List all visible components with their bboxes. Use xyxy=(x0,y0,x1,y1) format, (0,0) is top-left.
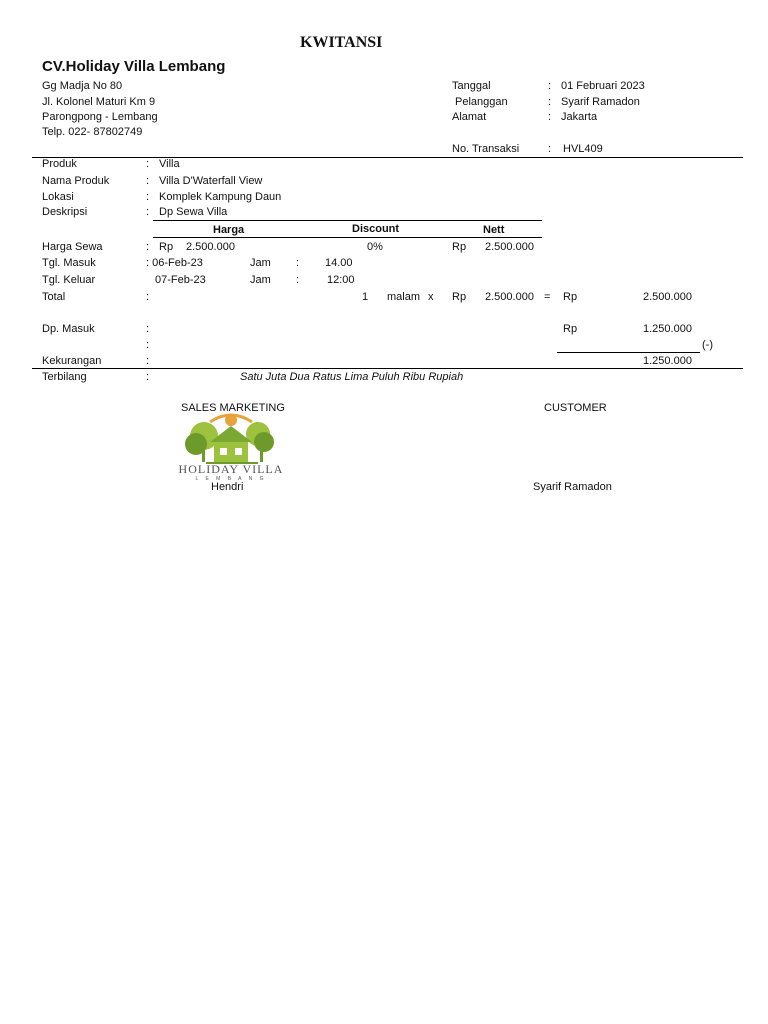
villa-house-icon xyxy=(176,410,286,466)
nett-value: 2.500.000 xyxy=(485,291,534,303)
tanggal-value: 01 Februari 2023 xyxy=(561,80,645,92)
colon: : xyxy=(146,371,150,383)
jam-label: Jam xyxy=(250,257,271,269)
nama-produk-label: Nama Produk xyxy=(42,175,110,187)
tgl-keluar-label: Tgl. Keluar xyxy=(42,274,96,286)
total-label: Total xyxy=(42,291,66,303)
subtraction-line xyxy=(557,352,700,353)
kekurangan-label: Kekurangan xyxy=(42,355,102,367)
table-top-line xyxy=(153,220,542,221)
colon: : xyxy=(146,191,150,203)
equals-sign: = xyxy=(544,291,551,303)
pelanggan-value: Syarif Ramadon xyxy=(561,96,640,108)
company-address-line: Gg Madja No 80 xyxy=(42,80,123,92)
company-address-line: Jl. Kolonel Maturi Km 9 xyxy=(42,96,156,108)
colon: : xyxy=(548,111,552,123)
colon: : xyxy=(548,143,552,155)
discount-header: Discount xyxy=(352,223,400,235)
company-address-line: Parongpong - Lembang xyxy=(42,111,158,123)
transaksi-value: HVL409 xyxy=(563,143,603,155)
colon: : xyxy=(146,355,150,367)
times-sign: x xyxy=(428,291,434,303)
harga-sewa-label: Harga Sewa xyxy=(42,241,103,253)
tgl-masuk-label: Tgl. Masuk xyxy=(42,257,96,269)
terbilang-value: Satu Juta Dua Ratus Lima Puluh Ribu Rupiah xyxy=(240,371,464,383)
malam-label: malam xyxy=(387,291,421,303)
company-name: CV.Holiday Villa Lembang xyxy=(42,58,226,75)
transaksi-label: No. Transaksi xyxy=(452,143,520,155)
nett-value: 2.500.000 xyxy=(485,241,534,253)
currency-label: Rp xyxy=(159,241,174,253)
currency-label: Rp xyxy=(563,323,578,335)
colon: : xyxy=(146,339,150,351)
terbilang-label: Terbilang xyxy=(42,371,87,383)
colon: : xyxy=(146,158,150,170)
receipt-title: KWITANSI xyxy=(300,34,383,51)
nama-produk-value: Villa D'Waterfall View xyxy=(159,175,263,187)
colon: : xyxy=(146,323,150,335)
colon: : xyxy=(146,175,150,187)
lokasi-value: Komplek Kampung Daun xyxy=(159,191,282,203)
holiday-villa-logo xyxy=(176,410,286,486)
colon: : xyxy=(296,257,300,269)
alamat-label: Alamat xyxy=(452,111,487,123)
logo-text: HOLIDAY VILLA xyxy=(178,462,284,476)
kekurangan-value: 1.250.000 xyxy=(643,355,692,367)
jam-keluar-value: 12:00 xyxy=(327,274,355,286)
deskripsi-label: Deskripsi xyxy=(42,206,88,218)
colon: : xyxy=(146,206,150,218)
tgl-keluar-value: 07-Feb-23 xyxy=(155,274,206,286)
sales-name: Hendri xyxy=(211,481,244,493)
minus-sign: (-) xyxy=(702,339,713,351)
deskripsi-value: Dp Sewa Villa xyxy=(159,206,228,218)
totals-divider xyxy=(32,368,743,369)
header-divider xyxy=(32,157,743,158)
lokasi-label: Lokasi xyxy=(42,191,74,203)
currency-label: Rp xyxy=(452,241,467,253)
discount-value: 0% xyxy=(367,241,383,253)
colon: : xyxy=(146,291,150,303)
tanggal-label: Tanggal xyxy=(452,80,491,92)
sales-marketing-label: SALES MARKETING xyxy=(181,402,285,414)
jam-masuk-value: 14.00 xyxy=(325,257,353,269)
produk-label: Produk xyxy=(42,158,77,170)
harga-value: 2.500.000 xyxy=(186,241,235,253)
currency-label: Rp xyxy=(452,291,467,303)
jam-label: Jam xyxy=(250,274,271,286)
produk-value: Villa xyxy=(159,158,180,170)
harga-header: Harga xyxy=(213,224,245,236)
alamat-value: Jakarta xyxy=(561,111,598,123)
colon: : xyxy=(548,96,552,108)
pelanggan-label: Pelanggan xyxy=(455,96,508,108)
nett-header: Nett xyxy=(483,224,505,236)
logo-subtext: L E M B A N G xyxy=(195,476,267,482)
total-value: 2.500.000 xyxy=(643,291,692,303)
currency-label: Rp xyxy=(563,291,578,303)
tgl-masuk-value: : 06-Feb-23 xyxy=(146,257,203,269)
table-header-line xyxy=(153,237,542,238)
dp-masuk-value: 1.250.000 xyxy=(643,323,692,335)
colon: : xyxy=(146,241,150,253)
malam-qty: 1 xyxy=(362,291,369,303)
colon: : xyxy=(296,274,300,286)
colon: : xyxy=(548,80,552,92)
company-phone: Telp. 022- 87802749 xyxy=(42,126,143,138)
customer-name: Syarif Ramadon xyxy=(533,481,612,493)
dp-masuk-label: Dp. Masuk xyxy=(42,323,95,335)
customer-label: CUSTOMER xyxy=(544,402,607,414)
